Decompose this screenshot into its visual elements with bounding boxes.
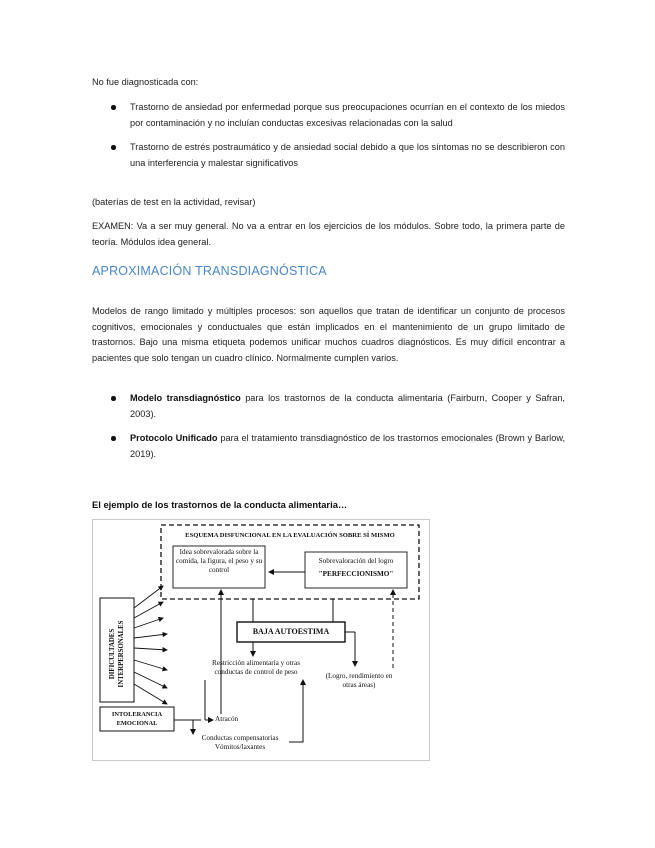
restriccion-label: Restricción alimentaria y otras conductas de control de peso [211, 659, 300, 676]
bullet-icon [111, 145, 116, 150]
list-item: Trastorno de estrés postraumático y de ansiedad social debido a que los síntomas no se describieron con una interferencia y malestar significativos [92, 140, 565, 171]
atracon-label: Atracón [215, 715, 239, 723]
list-item: Modelo transdiagnóstico para los trastornos de la conducta alimentaria (Fairburn, Cooper y Safran, 2003). [92, 391, 565, 422]
diagnosis-list [92, 100, 565, 171]
intolerancia-label: INTOLERANCIA EMOCIONAL [111, 711, 163, 727]
eating-disorder-diagram [92, 519, 430, 761]
exam-note: EXAMEN: Va a ser muy general. No va a entrar en los ejercicios de los módulos. Sobre todo, la primera parte de teoría. Módulos idea general. [92, 221, 565, 247]
baja-autoestima-label: BAJA AUTOESTIMA [252, 627, 330, 636]
intro-text: No fue diagnosticada con: [92, 77, 199, 87]
list-item: Protocolo Unificado para el tratamiento transdiagnóstico de los trastornos emocionales (Brown y Barlow, 2019). [92, 431, 565, 462]
models-list [92, 391, 565, 462]
diagram-subtitle: El ejemplo de los trastornos de la conducta alimentaria… [92, 499, 348, 510]
section-heading: APROXIMACIÓN TRANSDIAGNÓSTICA [92, 264, 327, 278]
models-paragraph: Modelos de rango limitado y múltiples procesos: son aquellos que tratan de identificar un conjunto de procesos cognitivos, emocionales y conductuales que están implicados en el mantenimiento de un grupo limitado de trastornos. Bajo una misma etiqueta podemos unificar muchos cuadros diagnósticos. Es muy difícil encontrar a pacientes que solo tengan un cuadro clínico. Normalmente cumplen varios. [92, 306, 565, 363]
bullet-icon [111, 396, 116, 401]
vomitos-label: Vómitos/laxantes [214, 743, 266, 751]
bullet-icon [111, 105, 116, 110]
idea-label: Idea sobrevalorada sobre la comida, la figura, el peso y su control [175, 548, 263, 574]
list-item: Trastorno de ansiedad por enfermedad porque sus preocupaciones ocurrían en el contexto de los miedos por contaminación y no incluían conductas excesivas relacionadas con la salud [92, 100, 565, 131]
bullet-icon [111, 436, 116, 441]
dificultades-label: DIFICULTADES INTERPERSONALES [109, 620, 125, 688]
scheme-title: ESQUEMA DISFUNCIONAL EN LA EVALUACIÓN SOBRE SÍ MISMO [185, 532, 395, 539]
perfeccionismo-label: "PERFECCIONISMO" [318, 570, 394, 578]
logros-label: (Logro, rendimiento en otras áreas) [325, 672, 393, 689]
test-note: (baterías de test en la actividad, revisar) [92, 197, 256, 207]
compensatorias-label: Conductas compensatorias [201, 734, 279, 742]
logro-label: Sobrevaloración del logro [318, 557, 394, 565]
